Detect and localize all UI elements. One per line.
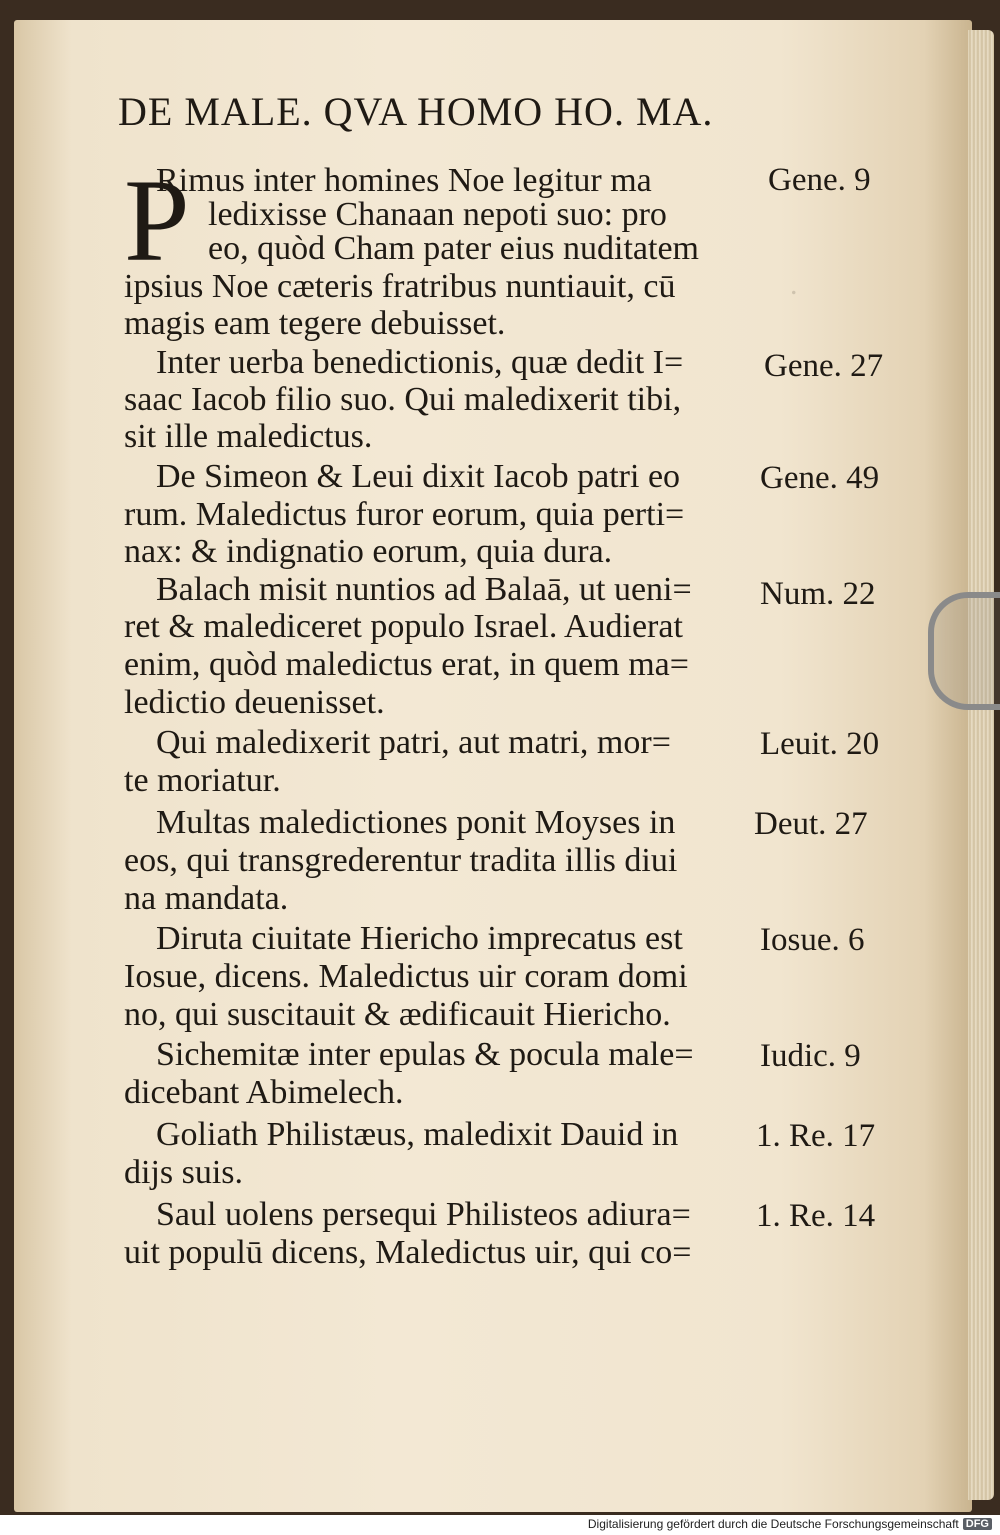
text-line: Saul uolens persequi Philisteos adiura= <box>156 1196 691 1233</box>
margin-reference: Gene. 27 <box>764 348 884 384</box>
credit-text: Digitalisierung gefördert durch die Deutsche Forschungsgemeinschaft <box>587 1517 959 1531</box>
text-line: Multas maledictiones ponit Moyses in <box>156 804 676 841</box>
text-line: De Simeon & Leui dixit Iacob patri eo <box>156 458 681 495</box>
text-line: nax: & indignatio eorum, quia dura. <box>124 533 613 570</box>
text-line: ledictio deuenisset. <box>124 684 385 721</box>
margin-reference: Deut. 27 <box>754 806 868 842</box>
text-line: ipsius Noe cæteris fratribus nuntiauit, cū <box>124 268 676 305</box>
text-line: Iosue, dicens. Maledictus uir coram domi <box>124 958 688 995</box>
text-line: dicebant Abimelech. <box>124 1074 404 1111</box>
text-line: na mandata. <box>124 880 289 917</box>
margin-reference: Num. 22 <box>760 576 876 612</box>
margin-reference: 1. Re. 17 <box>756 1118 876 1154</box>
margin-reference: Leuit. 20 <box>760 726 880 762</box>
text-line: rum. Maledictus furor eorum, quia perti= <box>124 496 685 533</box>
text-line: Sichemitæ inter epulas & pocula male= <box>156 1036 694 1073</box>
text-line: ret & malediceret populo Israel. Audierat <box>124 608 683 645</box>
text-line: sit ille maledictus. <box>124 418 373 455</box>
margin-reference: Gene. 49 <box>760 460 880 496</box>
text-line: no, qui suscitauit & ædificauit Hiericho. <box>124 996 671 1033</box>
running-header: DE MALE. QVA HOMO HO. MA. <box>118 89 714 134</box>
text-line: Inter uerba benedictionis, quæ dedit I= <box>156 344 684 381</box>
page-edges <box>968 30 994 1500</box>
margin-reference: Iosue. 6 <box>760 922 865 958</box>
text-line: Diruta ciuitate Hiericho imprecatus est <box>156 920 683 957</box>
text-line: Balach misit nuntios ad Balaā, ut ueni= <box>156 571 692 608</box>
text-line: te moriatur. <box>124 762 281 799</box>
text-line: uit populū dicens, Maledictus uir, qui co= <box>124 1234 692 1271</box>
text-line: eo, quòd Cham pater eius nuditatem <box>208 230 699 267</box>
text-line: dijs suis. <box>124 1154 244 1191</box>
text-line: Qui maledixerit patri, aut matri, mor= <box>156 724 671 761</box>
text-line: eos, qui transgrederentur tradita illis diui <box>124 842 678 879</box>
text-line: Rimus inter homines Noe legitur ma <box>156 162 652 199</box>
text-line: ledixisse Chanaan nepoti suo: pro <box>208 196 667 233</box>
text-line: magis eam tegere debuisset. <box>124 305 506 342</box>
margin-reference: Iudic. 9 <box>760 1038 861 1074</box>
dfg-logo-icon: DFG <box>963 1518 992 1530</box>
text-line: saac Iacob filio suo. Qui maledixerit tibi, <box>124 381 682 418</box>
show-through-text: . <box>790 268 798 301</box>
page-clip <box>928 592 1000 710</box>
text-line: Goliath Philistæus, maledixit Dauid in <box>156 1116 679 1153</box>
text-line: enim, quòd maledictus erat, in quem ma= <box>124 646 689 683</box>
margin-reference: Gene. 9 <box>768 162 871 198</box>
digitization-credit <box>588 1517 992 1531</box>
margin-reference: 1. Re. 14 <box>756 1198 876 1234</box>
drop-capital: P <box>124 155 190 286</box>
